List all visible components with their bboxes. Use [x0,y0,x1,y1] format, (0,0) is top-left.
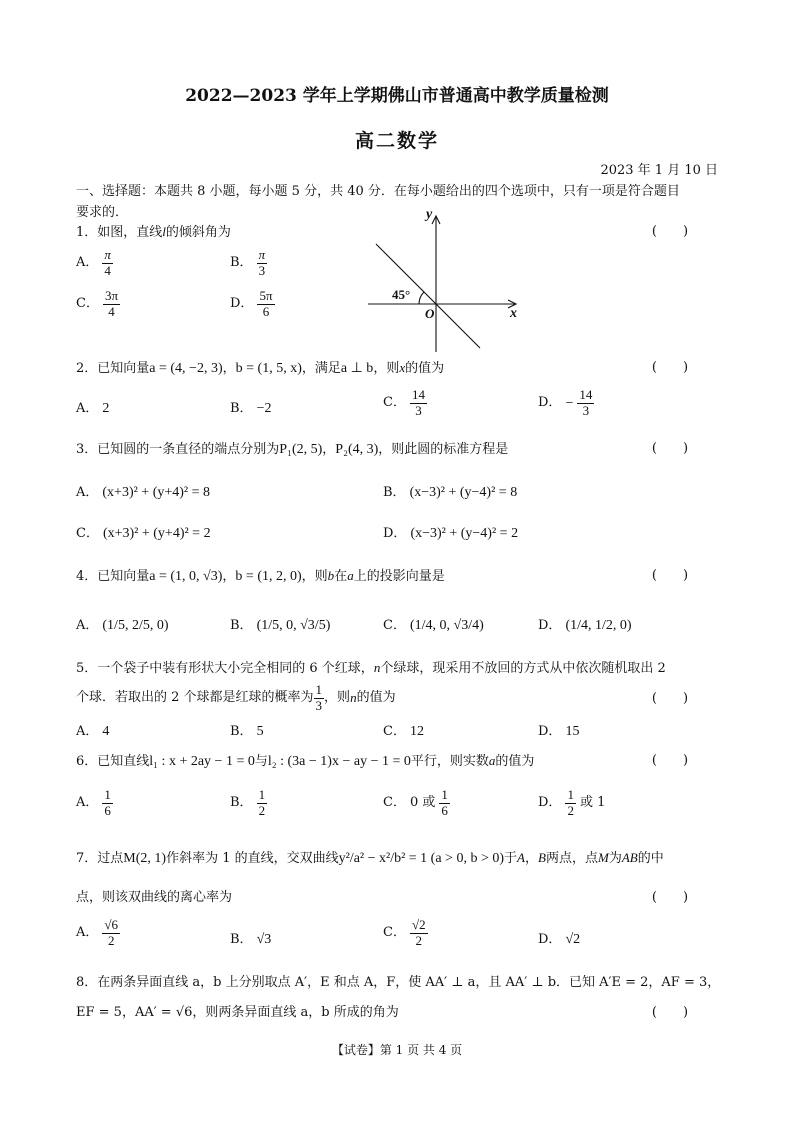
numerator: 1 [315,682,323,697]
q8-line2: EF = 5，AA′ = √6，则两条异面直线 a，b 所成的角为 [76,1005,399,1020]
numerator: √6 [104,917,119,932]
option-label: D． [538,723,562,739]
numerator: π [258,247,266,262]
q5-option-b [230,723,264,741]
q4-stem-text4: 上的投影向量是 [353,569,445,584]
option-label: C． [76,296,99,312]
origin-label: O [425,306,435,321]
denominator: 6 [104,802,111,818]
option-label: B． [230,795,253,811]
q5-option-d [538,723,579,741]
option-label: A． [76,484,99,500]
option-label: C． [383,395,406,411]
option-value: (x−3)² + (y−4)² = 8 [409,485,518,500]
q5-text2: 个绿球，现采用不放回的方式从中依次随机取出 2 [380,661,666,676]
q6-answer-paren: ( ) [651,753,689,768]
numerator: 1 [258,787,266,802]
denominator: 4 [104,262,111,278]
q2-vector-a: a = (4, −2, 3) [149,361,223,376]
option-label: B． [230,400,253,416]
section-intro-line2: 要求的． [76,205,129,220]
option-value: √2 [565,932,581,947]
q4-answer-paren: ( ) [651,568,689,583]
q7-text2: 作斜率为 1 的直线，交双曲线 [166,851,339,866]
q6-text3: 平行，则实数 [410,754,489,769]
q3-sep: ， [322,442,336,457]
q2-condition: a ⊥ b [340,361,374,376]
sign: − [565,395,574,411]
q4-option-b [230,617,330,635]
option-suffix: 或 1 [579,795,606,811]
option-value: 12 [409,724,424,739]
denominator: 6 [441,802,448,818]
q1-option-b [230,248,267,279]
fraction [565,788,576,819]
denominator: 2 [107,932,115,948]
option-value: 5 [256,724,264,739]
q5-line1 [76,660,666,677]
option-label: A． [76,255,99,271]
q1-stem [76,224,231,241]
exam-title: 2022—2023 学年上学期佛山市普通高中教学质量检测 [185,86,609,106]
q6-option-d [538,788,605,819]
y-axis-label: y [426,207,433,222]
q2-var: x [399,360,406,375]
q7-text5: 为 [608,851,622,866]
option-label: D． [538,931,562,947]
q4-vector-a: a = (1, 0, √3) [149,569,223,584]
option-label: A． [76,400,99,416]
option-label: B． [230,723,253,739]
q1-figure [366,204,526,356]
q2-vector-b: b = (1, 5, x) [235,361,302,376]
fraction [102,788,113,819]
q4-option-a [76,617,169,635]
q1-stem-text2: 的倾斜角为 [165,225,231,240]
x-axis-label: x [510,306,517,321]
q4-b: b [327,568,335,583]
option-value: (x−3)² + (y−4)² = 2 [410,526,519,541]
option-value: 2 [102,401,110,416]
option-value: (1/5, 0, √3/5) [256,618,331,633]
q2-stem [76,360,444,378]
fraction [103,289,120,320]
q7-sep: ， [524,851,538,866]
option-label: A． [76,723,99,739]
fraction [410,918,428,949]
q5-option-a [76,723,109,741]
q7-text: 7．过点 [76,851,124,866]
q7-hyperbola: y²/a² − x²/b² = 1 (a > 0, b > 0) [338,851,505,866]
q3-point-2: P₂(4, 3) [335,442,379,457]
option-label: B． [230,255,253,271]
q7-point-b: B [538,850,546,865]
q2-option-a [76,400,109,418]
q2-stem-text: 2．已知向量 [76,361,150,376]
q7-text4: 两点，点 [545,851,598,866]
q7-point-m: M [597,850,609,865]
q6-stem [76,753,534,771]
q6-option-a [76,788,113,819]
denominator: 2 [258,802,266,818]
option-value: 15 [565,724,580,739]
option-label: C． [383,925,406,941]
option-label: B． [230,617,253,633]
q1-option-c [76,289,120,320]
denominator: 3 [415,402,422,418]
q4-option-c [383,617,484,635]
fraction [257,289,274,320]
option-label: B． [383,484,406,500]
q5-text5: 的值为 [356,690,396,706]
fraction [410,388,427,419]
q5-text4: ，则 [324,690,351,706]
exam-date: 2023 年 1 月 10 日 [600,163,718,178]
fraction [102,248,113,279]
option-label: C． [383,617,406,633]
denominator: 3 [258,262,266,278]
q7-line1 [76,850,664,868]
q5-answer-paren: ( ) [651,691,689,706]
q6-text4: 的值为 [495,754,535,769]
q3-option-c [76,525,211,543]
page-footer: 【试卷】第 1 页 共 4 页 [331,1043,463,1057]
denominator: 3 [315,697,323,713]
q7-answer-paren: ( ) [651,890,689,905]
section-intro-line1: 一、选择题：本题共 8 小题，每小题 5 分，共 40 分．在每小题给出的四个选项中，只有一项是符合题目 [76,184,680,199]
q4-stem [76,568,445,586]
q4-option-d [538,617,632,635]
q2-sep: ， [222,361,236,376]
q2-option-b [230,400,271,418]
option-label: D． [538,795,562,811]
option-value: 4 [102,724,110,739]
option-value: (x+3)² + (y+4)² = 2 [102,526,211,541]
q6-line-l2: l₂ : (3a − 1)x − ay − 1 = 0 [267,754,411,769]
q6-text: 6．已知直线 [76,754,150,769]
numerator: π [104,247,111,262]
option-label: D． [230,296,254,312]
q4-stem-text3: 在 [334,569,348,584]
q3-stem [76,441,508,459]
q5-text3: 个球．若取出的 2 个球都是红球的概率为 [76,690,314,706]
denominator: 2 [567,802,574,818]
q7-line2: 点，则该双曲线的离心率为 [76,890,233,905]
option-label: C． [76,525,99,541]
q3-option-d [383,525,518,543]
q7-point: M(2, 1) [123,851,167,866]
q1-stem-text: 1．如图，直线 [76,225,163,240]
option-value: √3 [256,932,272,947]
numerator: 5π [259,288,273,303]
option-label: A． [76,617,99,633]
q6-option-c [383,788,450,819]
numerator: 14 [579,387,593,402]
fraction [257,248,268,279]
numerator: √2 [411,917,426,932]
q7-option-d [538,931,580,949]
q8-line1: 8．在两条异面直线 a，b 上分别取点 A′，E 和点 A，F，使 AA′ ⊥ a，且 AA′ ⊥ b．已知 A′E = 2，AF = 3， [76,975,721,990]
option-label: C． [383,723,406,739]
q1-var: l [162,224,166,239]
q3-stem-text: 3．已知圆的一条直径的端点分别为 [76,442,280,457]
q2-stem-text2: ，满足 [301,361,341,376]
option-label: C． [383,795,406,811]
angle-label: 45° [392,287,411,302]
denominator: 2 [415,932,423,948]
q8-answer-paren: ( ) [651,1005,689,1020]
q7-option-a [76,918,120,949]
q1-option-d [230,289,275,320]
q7-text6: 的中 [637,851,664,866]
numerator: 14 [411,387,425,402]
q5-line2 [76,683,396,714]
q7-text3: 于 [504,851,518,866]
q3-stem-text2: ，则此圆的标准方程是 [378,442,509,457]
q4-stem-text: 4．已知向量 [76,569,150,584]
angle-arc [419,292,424,304]
q3-option-a [76,484,210,502]
fraction [577,388,594,419]
q7-option-b [230,931,271,949]
q2-option-c [383,388,427,419]
option-value: (1/5, 2/5, 0) [102,618,169,633]
option-label: D． [538,395,562,411]
option-label: B． [230,931,253,947]
fraction [439,788,450,819]
q5-option-c [383,723,424,741]
q7-segment: AB [621,850,638,865]
option-label: D． [383,525,407,541]
option-label: A． [76,795,99,811]
q4-sep: ， [222,569,236,584]
numerator: 1 [441,787,448,802]
q4-vector-b: b = (1, 2, 0) [235,569,302,584]
q6-option-b [230,788,267,819]
q3-answer-paren: ( ) [651,441,689,456]
q3-option-b [383,484,517,502]
q2-option-d [538,388,594,419]
exam-subject: 高二数学 [354,130,439,152]
option-label: A． [76,925,99,941]
q4-a: a [347,568,354,583]
q1-answer-paren: ( ) [651,224,689,239]
q7-option-c [383,918,428,949]
denominator: 6 [262,303,270,319]
q6-var: a [488,753,496,768]
numerator: 1 [104,787,111,802]
q5-var-n: n [373,660,381,675]
q2-answer-paren: ( ) [651,360,689,375]
option-value: −2 [256,401,272,416]
q5-probability [314,683,325,714]
q2-stem-text4: 的值为 [405,361,445,376]
q1-option-a [76,248,113,279]
option-value: (1/4, 1/2, 0) [565,618,632,633]
option-value: (1/4, 0, √3/4) [409,618,484,633]
fraction [257,788,268,819]
numerator: 3π [104,288,119,303]
numerator: 1 [567,787,574,802]
denominator: 3 [582,402,590,418]
q6-text2: 与 [254,754,268,769]
fraction [102,918,120,949]
q7-point-a: A [517,850,525,865]
q5-text: 5．一个袋子中装有形状大小完全相同的 6 个红球， [76,661,374,676]
q4-stem-text2: ，则 [301,569,328,584]
q2-stem-text3: ，则 [373,361,400,376]
q5-var-n2: n [350,690,357,706]
option-value: (x+3)² + (y+4)² = 8 [102,485,211,500]
q3-point-1: P₁(2, 5) [279,442,323,457]
option-prefix: 0 或 [409,795,436,811]
denominator: 4 [108,303,115,319]
option-label: D． [538,617,562,633]
q6-line-l1: l₁ : x + 2ay − 1 = 0 [149,754,255,769]
